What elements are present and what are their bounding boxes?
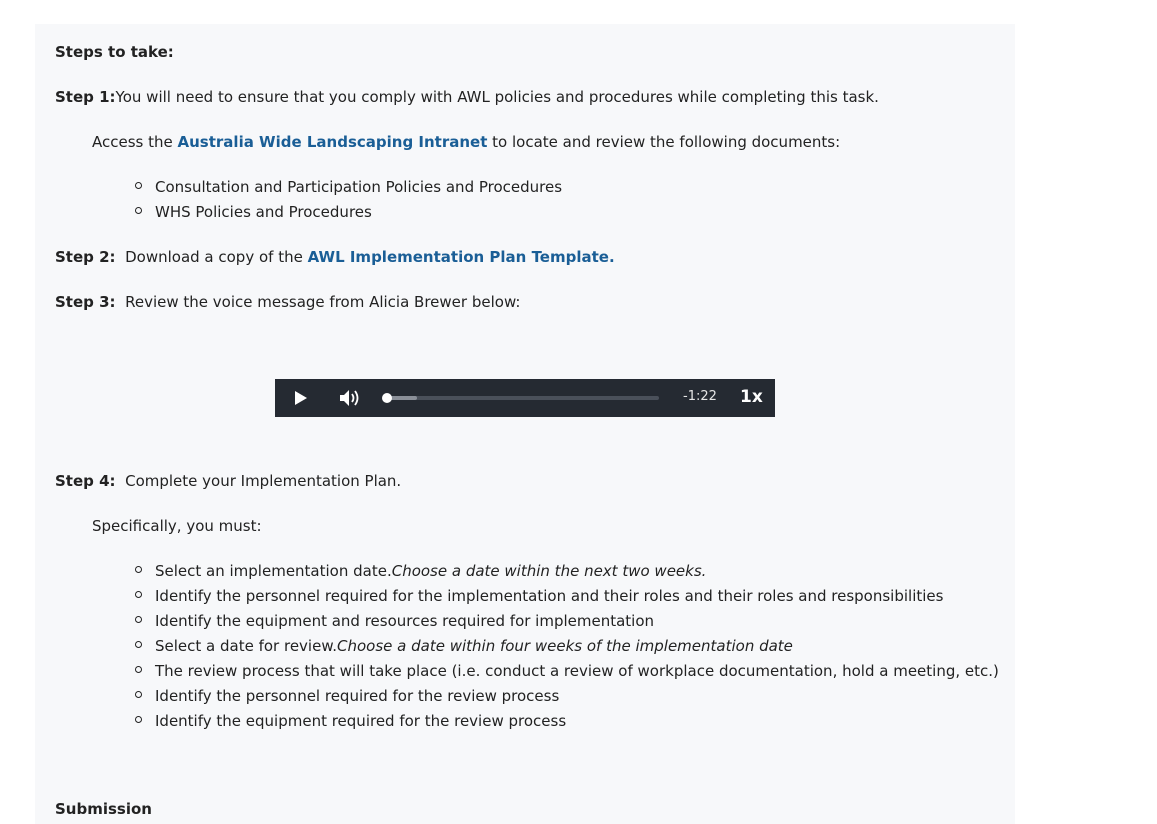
requirement-text: Select an implementation date. [155,562,392,580]
requirement-text: Identify the equipment required for the review process [155,712,567,730]
step1-access-line [92,132,840,152]
audio-player [275,379,775,417]
remaining-time: -1:22 [683,389,717,404]
bullet-icon [135,666,142,673]
seek-handle[interactable] [382,393,392,403]
step3-line [55,292,520,312]
bullet-icon [135,641,142,648]
requirement-note: Choose a date within four weeks of the implementation date [337,637,793,655]
playback-rate-button[interactable]: 1x [740,387,763,407]
requirement-text: The review process that will take place (i.e. conduct a review of workplace documentation, hold a meeting, etc.) [155,662,999,680]
bullet-icon [135,716,142,723]
step4-intro: Specifically, you must: [92,517,262,535]
step3-text: Review the voice message from Alicia Brewer below: [125,293,521,311]
access-prefix: Access the [92,133,178,151]
submission-heading: Submission [55,800,152,818]
access-suffix: to locate and review the following documents: [487,133,841,151]
document-item: WHS Policies and Procedures [155,203,372,221]
step4-text: Complete your Implementation Plan. [125,472,402,490]
requirement-text: Identify the equipment and resources required for implementation [155,612,655,630]
volume-icon[interactable] [339,388,361,408]
step3-label: Step 3: [55,293,116,311]
bullet-icon [135,566,142,573]
requirement-item [155,661,999,681]
requirement-item [155,586,943,606]
requirement-text: Identify the personnel required for the review process [155,687,560,705]
requirement-note: Choose a date within the next two weeks. [391,562,707,580]
step1-label: Step 1: [55,88,116,106]
step4-label: Step 4: [55,472,116,490]
requirement-item [155,711,566,731]
step1-line [55,87,879,107]
requirement-text: Select a date for review. [155,637,337,655]
document-item: Consultation and Participation Policies and Procedures [155,178,563,196]
bullet-icon [135,182,142,189]
seek-bar[interactable] [387,396,659,400]
bullet-icon [135,691,142,698]
requirement-item [155,561,706,581]
requirement-item [155,611,654,631]
step2-line [55,247,615,267]
requirement-text: Identify the personnel required for the implementation and their roles and their roles and responsibilities [155,587,944,605]
template-link[interactable]: AWL Implementation Plan Template. [307,248,615,266]
play-icon[interactable] [293,390,309,406]
intranet-link[interactable]: Australia Wide Landscaping Intranet [177,133,488,151]
bullet-icon [135,207,142,214]
bullet-icon [135,616,142,623]
step2-text: Download a copy of the [125,248,308,266]
step4-line [55,471,401,491]
bullet-icon [135,591,142,598]
requirement-item [155,686,559,706]
steps-heading: Steps to take: [55,43,174,61]
step2-label: Step 2: [55,248,116,266]
requirement-item [155,636,793,656]
step1-text: You will need to ensure that you comply with AWL policies and procedures while completing this task. [115,88,879,106]
